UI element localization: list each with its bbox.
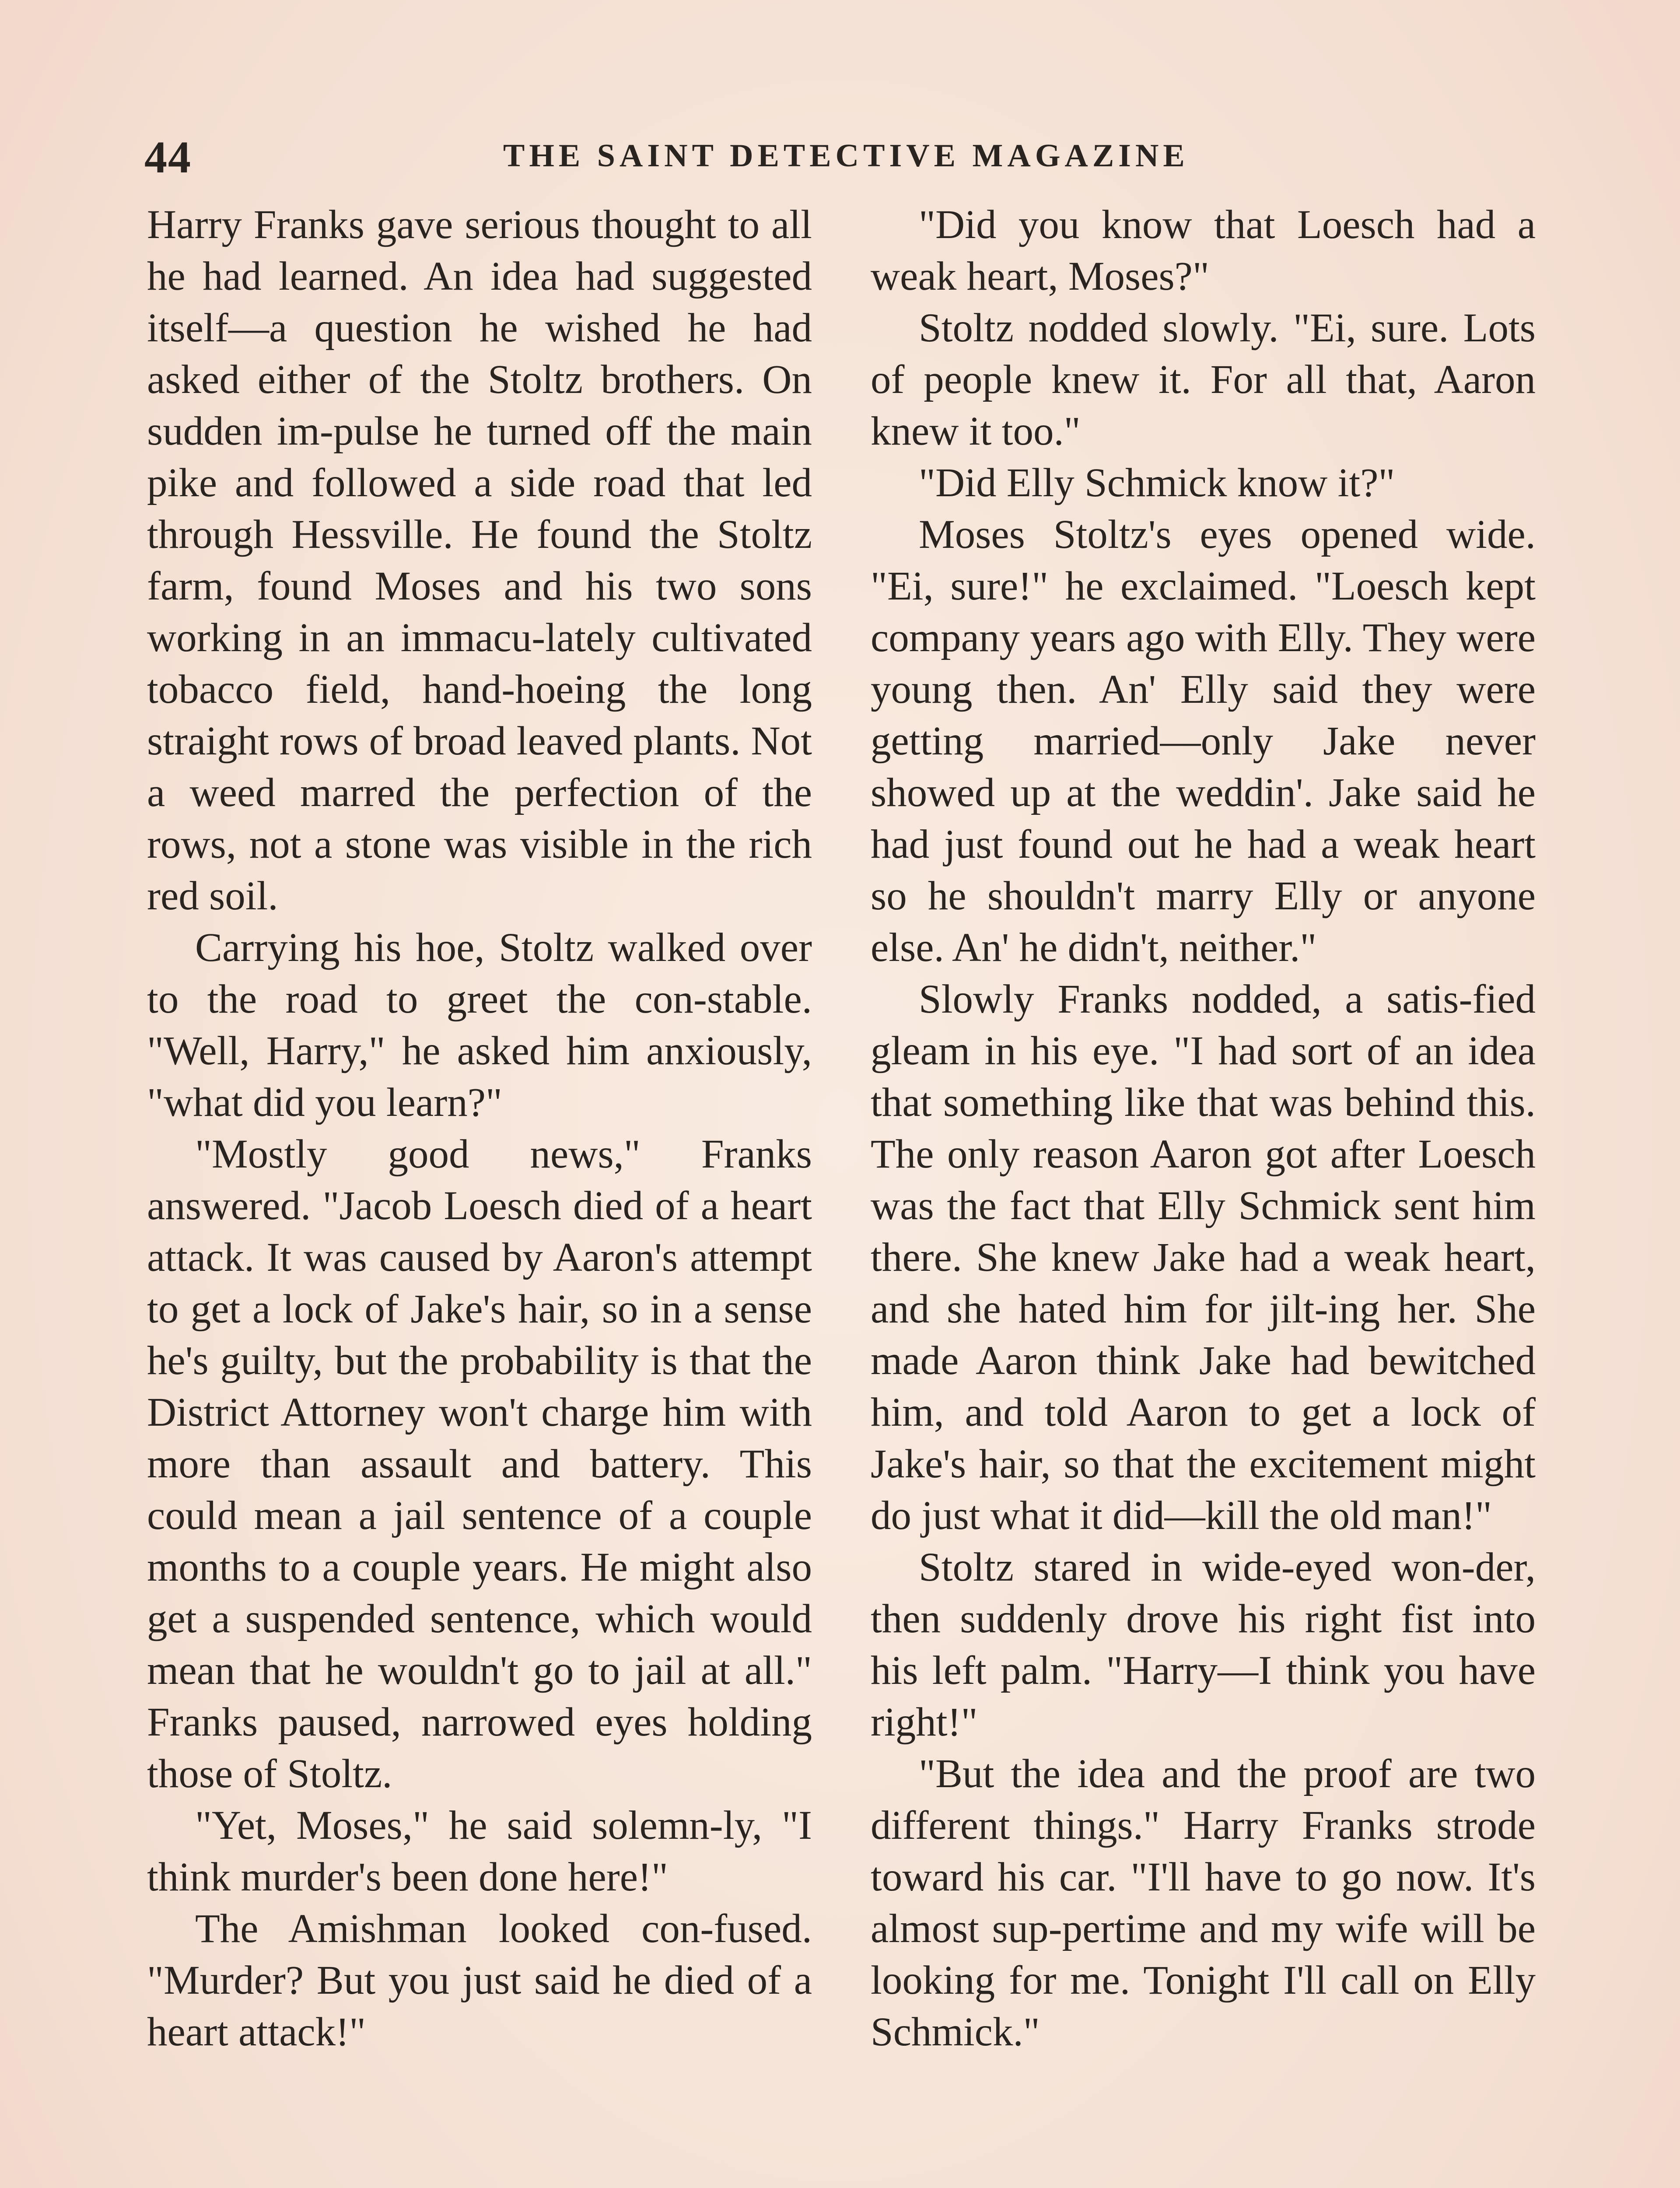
left-column — [147, 199, 812, 2058]
paragraph: "Did you know that Loesch had a weak heart, Moses?" — [871, 202, 1536, 299]
paragraph: Stoltz stared in wide-eyed won-der, then suddenly drove his right fist into his left palm. "Harry—I think you have right!" — [871, 1545, 1536, 1745]
right-column — [871, 199, 1536, 2058]
paragraph: Slowly Franks nodded, a satis-fied gleam in his eye. "I had sort of an idea that something like that was behind this. The only reason Aaron got after Loesch was the fact that Elly Schmick sent him there. She knew Jake had a weak heart, and she hated him for jilt-ing her. She made Aaron think Jake had bewitched him, and told Aaron to get a lock of Jake's hair, so that the excitement might do just what it did—kill the old man!" — [871, 977, 1536, 1538]
paragraph: Carrying his hoe, Stoltz walked over to the road to greet the con-stable. "Well, Harry," he asked him anxiously, "what did you learn?" — [147, 925, 812, 1125]
paragraph: "But the idea and the proof are two different things." Harry Franks strode toward his car. "I'll have to go now. It's almost sup-pertime and my wife will be looking for me. Tonight I'll call on Elly Schmick." — [871, 1751, 1536, 2055]
page-number: 44 — [144, 132, 192, 182]
paragraph: The Amishman looked con-fused. "Murder? But you just said he died of a heart attack!" — [147, 1906, 812, 2055]
paragraph: Harry Franks gave serious thought to all he had learned. An idea had suggested itself—a question he wished he had asked either of the Stoltz brothers. On sudden im-pulse he turned off the main pike and followed a side road that led through Hessville. He found the Stoltz farm, found Moses and his two sons working in an immacu-lately cultivated tobacco field, hand-hoeing the long straight rows of broad leaved plants. Not a weed marred the perfection of the rows, not a stone was visible in the rich red soil. — [147, 202, 812, 919]
paragraph: "Mostly good news," Franks answered. "Jacob Loesch died of a heart attack. It was caused by Aaron's attempt to get a lock of Jake's hair, so in a sense he's guilty, but the probability is that the District Attorney won't charge him with more than assault and battery. This could mean a jail sentence of a couple months to a couple years. He might also get a suspended sentence, which would mean that he wouldn't go to jail at all." Franks paused, narrowed eyes holding those of Stoltz. — [147, 1132, 812, 1796]
running-head: THE SAINT DETECTIVE MAGAZINE — [503, 138, 1189, 174]
paragraph: "Did Elly Schmick know it?" — [919, 460, 1395, 505]
paragraph: "Yet, Moses," he said solemn-ly, "I think murder's been done here!" — [147, 1803, 812, 1900]
paragraph: Moses Stoltz's eyes opened wide. "Ei, sure!" he exclaimed. "Loesch kept company years ago with Elly. They were young then. An' Elly said they were getting married—only Jake never showed up at the weddin'. Jake said he had just found out he had a weak heart so he shouldn't marry Elly or anyone else. An' he didn't, neither." — [871, 512, 1536, 970]
page-header — [144, 131, 1536, 184]
paragraph: Stoltz nodded slowly. "Ei, sure. Lots of people knew it. For all that, Aaron knew it too." — [871, 305, 1536, 454]
